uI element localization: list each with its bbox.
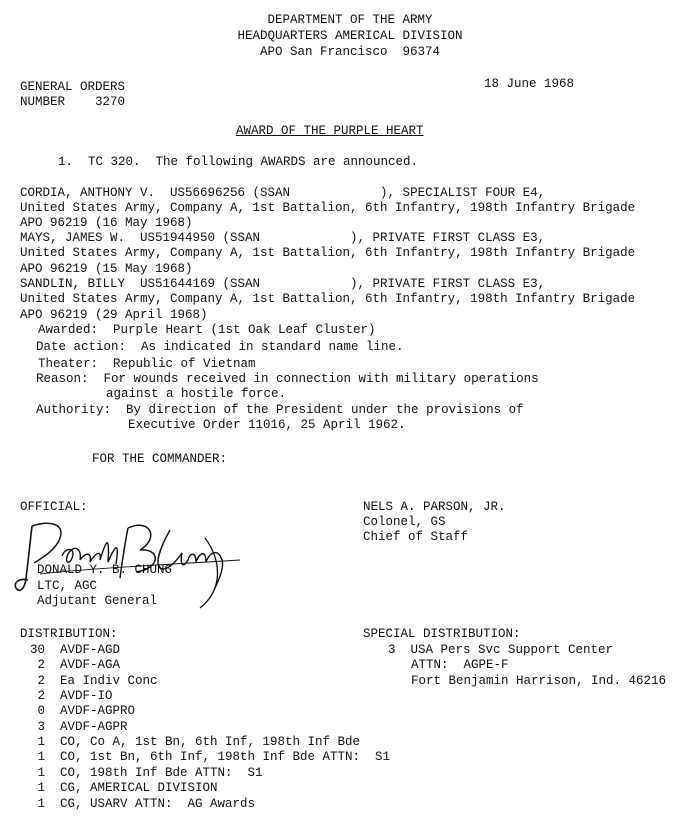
header-headquarters: HEADQUARTERS AMERICAL DIVISION [237,29,463,43]
official-name: DONALD Y. B. CHUNG [37,563,173,577]
special-distribution-line-2: ATTN: AGPE-F [411,658,509,672]
recipient-3-line-2: United States Army, Company A, 1st Battalion, 6th Infantry, 198th Infantry Brigade [20,292,636,306]
distribution-item: 2 Ea Indiv Conc [30,674,158,688]
signatory-rank: Colonel, GS [363,515,446,529]
distribution-item: 3 AVDF-AGPR [30,720,128,734]
detail-authority-line-1: Authority: By direction of the President under the provisions of [36,403,524,417]
official-title: Adjutant General [37,594,158,608]
distribution-item: 2 AVDF-AGA [30,658,121,672]
distribution-item: 1 CG, USARV ATTN: AG Awards [30,797,256,811]
document-title: AWARD OF THE PURPLE HEART [236,124,424,138]
recipient-3-line-3: APO 96219 (29 April 1968) [20,308,208,322]
special-distribution-line-1: 3 USA Pers Svc Support Center [388,643,614,657]
distribution-item: 1 CO, 198th Inf Bde ATTN: S1 [30,766,263,780]
distribution-item: 1 CO, 1st Bn, 6th Inf, 198th Inf Bde ATTN: S1 [30,750,391,764]
for-the-commander: FOR THE COMMANDER: [92,452,228,466]
distribution-item: 0 AVDF-AGPRO [30,704,136,718]
detail-awarded: Awarded: Purple Heart (1st Oak Leaf Cluster) [38,323,376,337]
special-distribution-line-3: Fort Benjamin Harrison, Ind. 46216 [411,674,667,688]
general-orders-label: GENERAL ORDERS [20,80,126,94]
detail-date-action: Date action: As indicated in standard name line. [36,340,404,354]
detail-reason-line-1: Reason: For wounds received in connection with military operations [36,372,539,386]
paragraph-1: 1. TC 320. The following AWARDS are announced. [58,155,419,169]
orders-number: NUMBER 3270 [20,95,126,109]
detail-authority-line-2: Executive Order 11016, 25 April 1962. [128,418,406,432]
recipient-2-line-1: MAYS, JAMES W. US51944950 (SSAN ), PRIVATE FIRST CLASS E3, [20,231,546,245]
distribution-item: 1 CG, AMERICAL DIVISION [30,781,218,795]
official-label: OFFICIAL: [20,500,88,514]
distribution-item: 2 AVDF-IO [30,689,113,703]
recipient-1-line-1: CORDIA, ANTHONY V. US56696256 (SSAN ), SPECIALIST FOUR E4, [20,186,546,200]
recipient-2-line-3: APO 96219 (15 May 1968) [20,262,193,276]
signatory-title: Chief of Staff [363,530,469,544]
signatory-name: NELS A. PARSON, JR. [363,500,506,514]
distribution-item: 1 CO, Co A, 1st Bn, 6th Inf, 198th Inf Bde [30,735,361,749]
special-distribution-label: SPECIAL DISTRIBUTION: [363,627,521,641]
recipient-1-line-2: United States Army, Company A, 1st Battalion, 6th Infantry, 198th Infantry Brigade [20,201,636,215]
header-apo: APO San Francisco 96374 [259,45,441,59]
distribution-item: 30 AVDF-AGD [30,643,121,657]
distribution-label: DISTRIBUTION: [20,627,118,641]
header-department: DEPARTMENT OF THE ARMY [267,13,433,27]
recipient-1-line-3: APO 96219 (16 May 1968) [20,216,193,230]
official-rank: LTC, AGC [37,579,98,593]
detail-theater: Theater: Republic of Vietnam [38,357,256,371]
recipient-3-line-1: SANDLIN, BILLY US51644169 (SSAN ), PRIVATE FIRST CLASS E3, [20,277,546,291]
orders-date: 18 June 1968 [484,77,575,91]
detail-reason-line-2: against a hostile force. [106,387,287,401]
recipient-2-line-2: United States Army, Company A, 1st Battalion, 6th Infantry, 198th Infantry Brigade [20,246,636,260]
